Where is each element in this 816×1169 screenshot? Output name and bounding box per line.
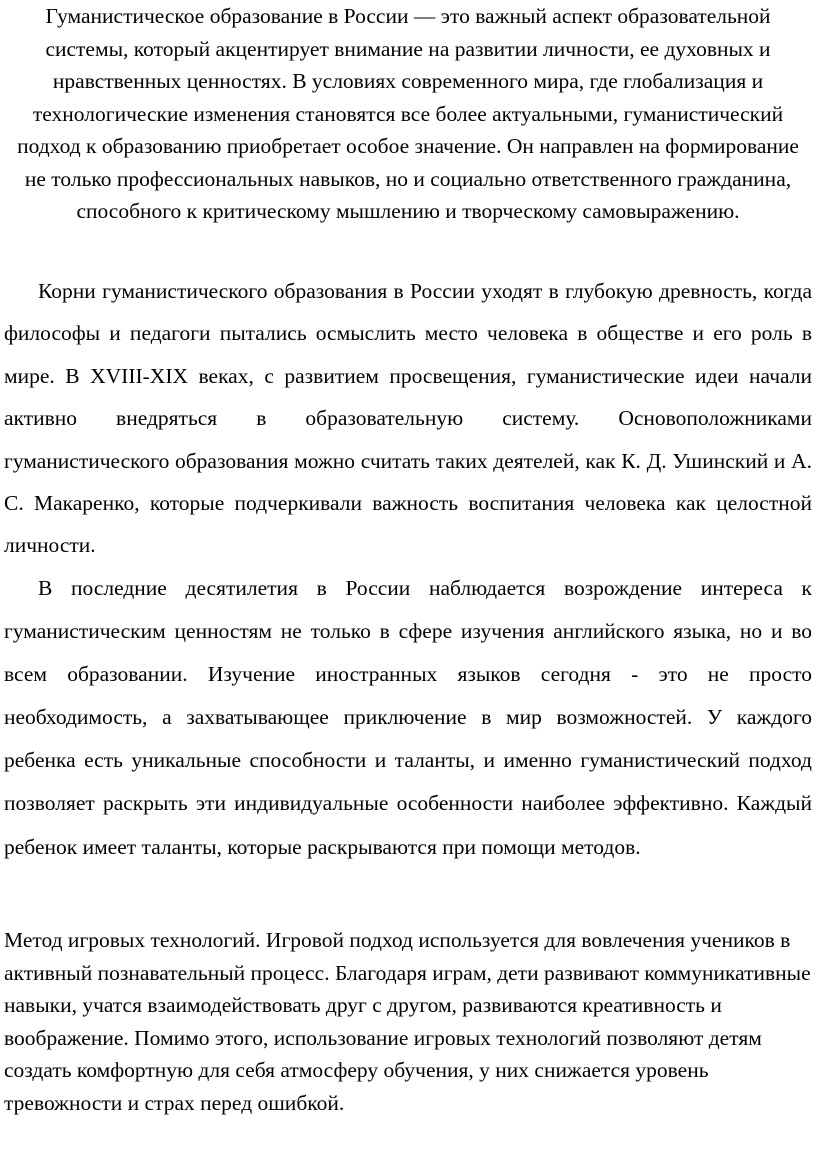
paragraph-revival: В последние десятилетия в России наблюдается возрождение интереса к гуманистическим ценностям не только в сфере изучения английского языка, но и во всем образовании. Изучение иностранных языков сегодня - это не просто необходимость, а захватывающее приключение в мир возможностей. У каждого ребенка есть уникальные способности и таланты, и именно гуманистический подход позволяет раскрыть эти индивидуальные особенности наиболее эффективно. Каждый ребенок имеет таланты, которые раскрываются при помощи методов.	[4, 576, 812, 859]
paragraph-history: Корни гуманистического образования в России уходят в глубокую древность, когда философы и педагоги пытались осмыслить место человека в обществе и его роль в мире. В XVIII-XIX веках, с развитием просвещения, гуманистические идеи начали активно внедряться в образовательную систему. Основоположниками гуманистического образования можно считать таких деятелей, как К. Д. Ушинский и А. С. Макаренко, которые подчеркивали важность воспитания человека как целостной личности.	[4, 279, 812, 558]
paragraph-game-method: Метод игровых технологий. Игровой подход используется для вовлечения учеников в активный познавательный процесс. Благодаря играм, дети развивают коммуникативные навыки, учатся взаимодействовать друг с другом, развиваются креативность и воображение. Помимо этого, использование игровых технологий позволяют детям создать комфортную для себя атмосферу обучения, у них снижается уровень тревожности и страх перед ошибкой.	[4, 928, 811, 1115]
paragraph-intro: Гуманистическое образование в России — это важный аспект образовательной системы, который акцентирует внимание на развитии личности, ее духовных и нравственных ценностях. В условиях современного мира, где глобализация и технологические изменения становятся все более актуальными, гуманистический подход к образованию приобретает особое значение. Он направлен на формирование не только профессиональных навыков, но и социально ответственного гражданина, способного к критическому мышлению и творческому самовыражению.	[17, 4, 799, 223]
